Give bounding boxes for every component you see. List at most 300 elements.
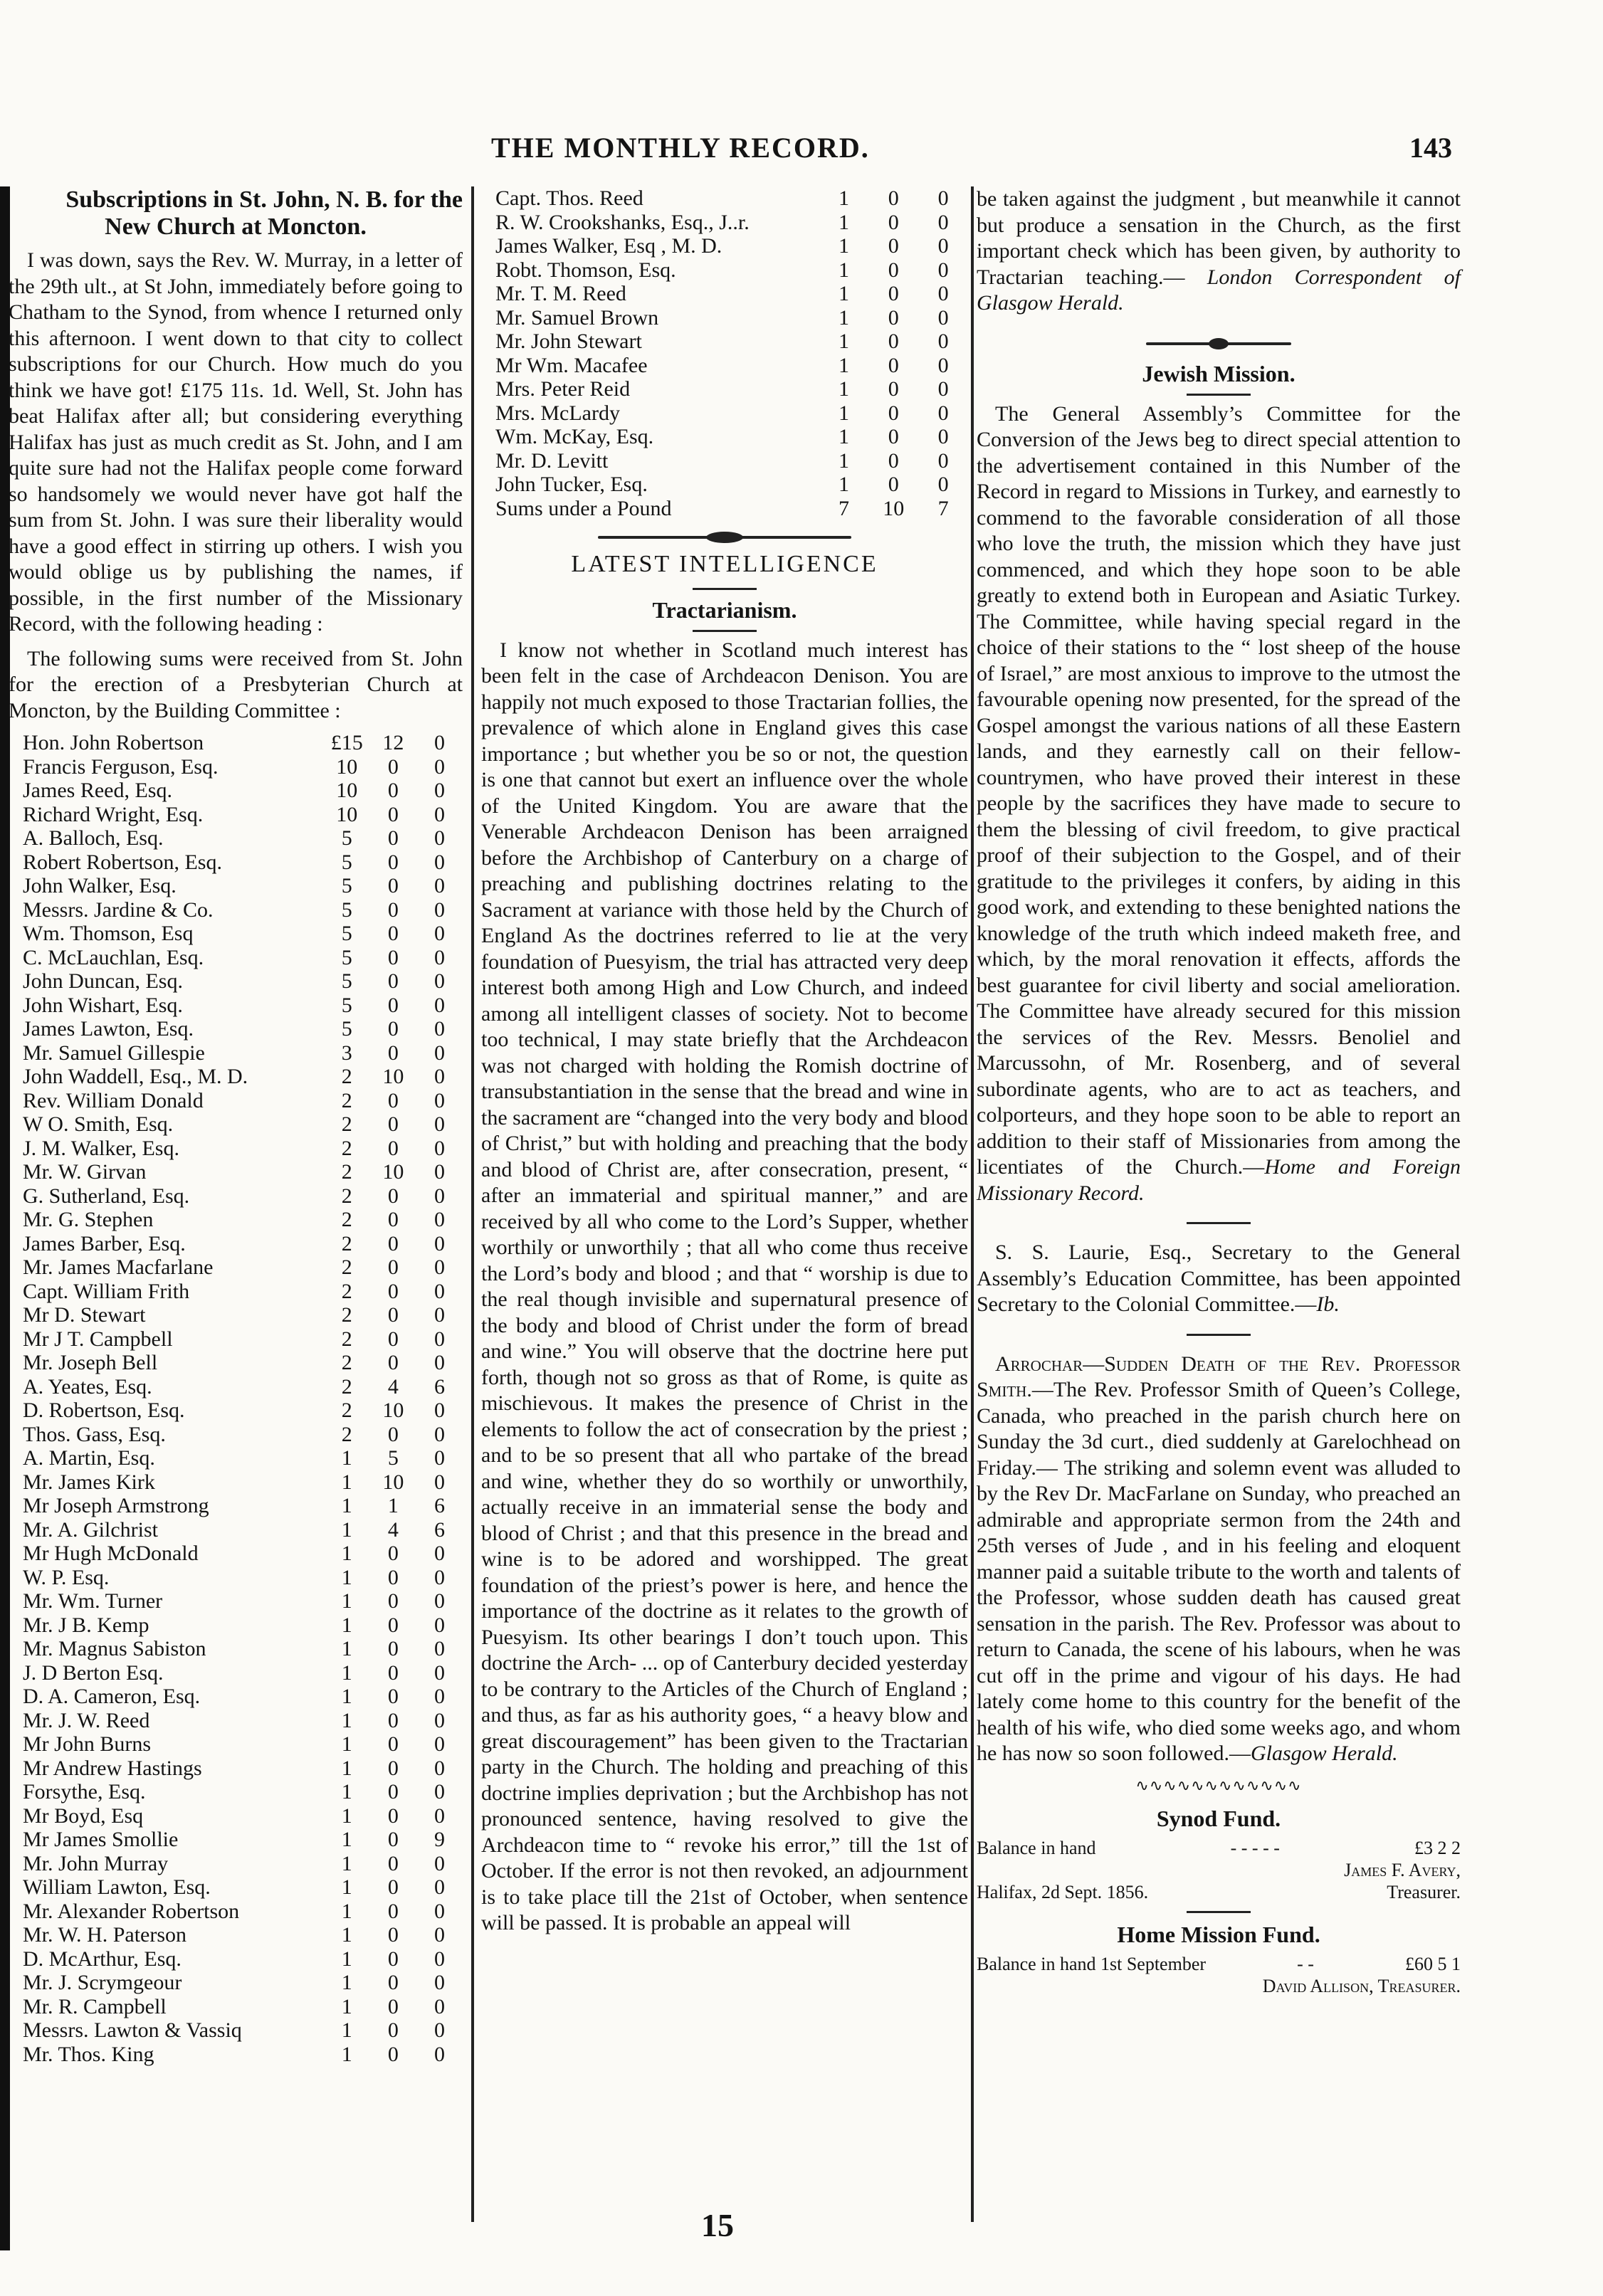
amount-shillings: 0 — [888, 282, 899, 305]
amount-pence: 6 — [433, 1494, 445, 1517]
subscriber-name: William Lawton, Esq. — [23, 1875, 211, 1899]
short-rule — [693, 588, 757, 590]
subscriber-row — [9, 1065, 463, 1089]
amount-pence: 0 — [433, 1899, 445, 1923]
tractarianism-heading: Tractarianism. — [652, 596, 797, 623]
subscriber-row — [9, 755, 463, 779]
subscriber-row — [9, 1160, 463, 1184]
amount-shillings: 0 — [387, 1208, 399, 1231]
subscriber-name: Mr. R. Campbell — [23, 1994, 167, 2018]
amount-pounds: 3 — [341, 1041, 352, 1065]
subscriber-name: Capt. Thos. Reed — [495, 186, 643, 210]
subscriber-row — [9, 1995, 463, 2019]
amount-shillings: 0 — [888, 330, 899, 353]
subscriber-row — [481, 473, 968, 497]
subscriber-name: Mr. James Kirk — [23, 1470, 155, 1494]
amount-shillings: 0 — [387, 1542, 399, 1565]
subscriber-name: A. Balloch, Esq. — [23, 826, 164, 850]
subscriber-row — [9, 1542, 463, 1566]
subscriber-name: Mr. Samuel Gillespie — [23, 1041, 205, 1065]
amount-pence: 6 — [433, 1374, 445, 1399]
amount-pence: 9 — [433, 1828, 445, 1851]
subscriber-name: Mr James Smollie — [23, 1828, 179, 1851]
home-signer: David Allison, Treasurer. — [1262, 1976, 1461, 1996]
amount-shillings: 0 — [387, 1279, 399, 1303]
subscriber-name: D. Robertson, Esq. — [23, 1399, 185, 1422]
amount-shillings: 0 — [387, 969, 399, 993]
amount-pounds: 5 — [341, 850, 352, 874]
amount-pounds: 1 — [341, 1589, 352, 1613]
amount-pence: 6 — [433, 1517, 445, 1542]
subscriber-name: A. Martin, Esq. — [23, 1446, 155, 1470]
amount-pounds: 1 — [341, 1994, 352, 2018]
subscriber-name: Mr. W. H. Paterson — [23, 1923, 187, 1947]
amount-pounds: 2 — [341, 1303, 352, 1327]
amount-shillings: 0 — [888, 210, 899, 234]
subscriber-name: Richard Wright, Esq. — [23, 802, 204, 826]
amount-pence: 7 — [937, 496, 949, 520]
subscriber-row — [9, 1375, 463, 1399]
amount-pounds: 1 — [341, 1756, 352, 1780]
synod-balance-label: Balance in hand — [977, 1838, 1096, 1858]
subscriber-row — [9, 1137, 463, 1161]
jewish-mission-heading: Jewish Mission. — [1142, 360, 1295, 386]
subscriber-row — [9, 1804, 463, 1828]
subscriber-row — [9, 1732, 463, 1757]
subscriber-row — [481, 211, 968, 235]
subscriber-row — [481, 377, 968, 401]
subscriber-row — [9, 1780, 463, 1804]
amount-pence: 0 — [433, 1351, 445, 1374]
amount-shillings: 0 — [387, 1828, 399, 1851]
subscriber-row — [9, 898, 463, 922]
amount-pounds: 1 — [341, 1613, 352, 1637]
subscriber-row — [9, 1399, 463, 1423]
subscriber-row — [9, 1947, 463, 1971]
amount-shillings: 0 — [387, 1422, 399, 1446]
subscriber-row — [9, 1875, 463, 1900]
subscriber-row — [9, 1613, 463, 1638]
subscriber-row — [9, 1971, 463, 1995]
amount-pence: 0 — [937, 401, 949, 425]
subscriber-row — [9, 1303, 463, 1327]
page-title: THE MONTHLY RECORD. — [491, 132, 870, 164]
amount-pence: 0 — [433, 1422, 445, 1446]
subscriber-row — [9, 826, 463, 851]
laurie-notice: S. S. Laurie, Esq., Secretary to the General Assembly’s Education Committee, has been appointed Secretary to the Colonial Committee.—Ib. — [977, 1241, 1461, 1316]
subscriber-row — [9, 1327, 463, 1352]
amount-pounds: 5 — [341, 897, 352, 922]
synod-footer-row — [977, 1881, 1461, 1904]
amount-pence: 0 — [433, 1470, 445, 1494]
subscriber-row — [9, 1661, 463, 1685]
amount-pence: 0 — [433, 1279, 445, 1303]
amount-pounds: 5 — [341, 945, 352, 969]
subscriber-row — [9, 1423, 463, 1447]
amount-shillings: 0 — [387, 1803, 399, 1828]
amount-pounds: 1 — [839, 377, 850, 401]
subscriber-name: Mr. J B. Kemp — [23, 1613, 149, 1637]
amount-pounds: 2 — [341, 1327, 352, 1351]
subscriber-name: Mr. John Murray — [23, 1851, 169, 1875]
subscriber-row — [481, 401, 968, 426]
amount-shillings: 0 — [387, 1184, 399, 1208]
subscriber-row — [9, 969, 463, 994]
amount-pence: 0 — [433, 1112, 445, 1136]
amount-shillings: 0 — [387, 802, 399, 826]
jewish-mission-credit: Home and Foreign Missionary Record. — [977, 1155, 1461, 1205]
column-rule-2 — [971, 186, 974, 2222]
amount-shillings: 0 — [387, 1947, 399, 1971]
amount-pounds: 7 — [839, 496, 850, 520]
subscriber-name: James Lawton, Esq. — [23, 1017, 194, 1041]
page-header — [491, 131, 1452, 174]
amount-pounds: 1 — [341, 1803, 352, 1828]
subscriber-name: C. McLauchlan, Esq. — [23, 945, 204, 969]
subscriber-row — [9, 731, 463, 755]
amount-pounds: 2 — [341, 1231, 352, 1255]
subscriber-row — [9, 1566, 463, 1590]
amount-pounds: 1 — [341, 1470, 352, 1494]
home-balance-dots: - - — [1297, 1954, 1314, 1974]
amount-shillings: 0 — [387, 1660, 399, 1685]
amount-shillings: 0 — [387, 826, 399, 850]
subscriber-name: Mr. Wm. Turner — [23, 1589, 163, 1613]
amount-pence: 0 — [433, 779, 445, 802]
amount-pence: 0 — [433, 1303, 445, 1327]
amount-pence: 0 — [433, 1660, 445, 1685]
subscriber-row — [481, 449, 968, 473]
amount-pence: 0 — [433, 1803, 445, 1828]
amount-pounds: 5 — [341, 993, 352, 1017]
subscriber-name: James Barber, Esq. — [23, 1231, 186, 1255]
subscriptions-intro: I was down, says the Rev. W. Murray, in a letter of the 29th ult., at St John, immediately before going to Chatham to the Synod, from whence I returned only this afternoon. I went down to that city to collect subscriptions for our Church. How much do you think we have got! £175 11s. 1d. Well, St. John has beat Halifax after all; but considering everything Halifax has just as much credit as St. John, and I am quite sure had not the Halifax people come forward so handsomely we would never have got half the sum from St. John. I was sure their liberality would have a good effect in stirring up others. I wish you would oblige us by publishing the names, if possible, in the first number of the Missionary Record, with the following heading : — [9, 248, 463, 636]
amount-shillings: 0 — [888, 448, 899, 473]
amount-shillings: 0 — [888, 258, 899, 282]
subscriber-name: Robt. Thomson, Esq. — [495, 258, 676, 282]
subscriber-name: Capt. William Frith — [23, 1279, 190, 1303]
amount-pence: 0 — [433, 1780, 445, 1803]
subscriptions-heading-line1: Subscriptions in St. John, N. B. for the — [65, 186, 463, 213]
amount-pence: 0 — [433, 826, 445, 850]
amount-pence: 0 — [937, 377, 949, 401]
amount-pounds: 10 — [336, 802, 358, 826]
amount-pence: 0 — [433, 1613, 445, 1637]
amount-shillings: 0 — [387, 1708, 399, 1732]
subscriber-row — [9, 1446, 463, 1470]
subscriber-row — [9, 1184, 463, 1208]
amount-pounds: 5 — [341, 969, 352, 993]
subscriber-name: J. M. Walker, Esq. — [23, 1136, 179, 1160]
home-balance-value: £60 5 1 — [1404, 1954, 1461, 1974]
subscriber-row — [9, 1852, 463, 1876]
amount-pounds: 1 — [839, 186, 850, 210]
amount-pounds: 2 — [341, 1422, 352, 1446]
subscriber-row — [481, 234, 968, 258]
subscriber-name: Mr. W. Girvan — [23, 1160, 147, 1184]
amount-shillings: 0 — [387, 1565, 399, 1589]
amount-pence: 0 — [937, 282, 949, 305]
amount-pence: 0 — [937, 186, 949, 210]
amount-pence: 0 — [433, 1994, 445, 2018]
amount-pounds: 10 — [336, 754, 358, 779]
subscriber-name: Mr D. Stewart — [23, 1303, 146, 1327]
amount-shillings: 0 — [387, 2018, 399, 2042]
subscriber-name: James Walker, Esq , M. D. — [495, 234, 722, 258]
subscriber-name: Thos. Gass, Esq. — [23, 1422, 166, 1446]
amount-shillings: 0 — [387, 2042, 399, 2066]
amount-pounds: 2 — [341, 1374, 352, 1399]
synod-balance-row — [977, 1837, 1461, 1860]
subscriber-row — [481, 306, 968, 330]
column-2 — [481, 186, 968, 1939]
amount-shillings: 0 — [387, 779, 399, 802]
subscriber-name: G. Sutherland, Esq. — [23, 1184, 190, 1208]
short-rule — [1187, 1334, 1251, 1336]
subscriber-name: John Wishart, Esq. — [23, 993, 183, 1017]
subscriber-name: D. McArthur, Esq. — [23, 1947, 182, 1971]
subscriber-row — [9, 1923, 463, 1947]
amount-pence: 0 — [433, 1947, 445, 1971]
amount-pence: 0 — [433, 1399, 445, 1422]
subscriber-name: Robert Robertson, Esq. — [23, 850, 222, 874]
amount-pounds: 2 — [341, 1399, 352, 1422]
subscriber-row — [9, 1637, 463, 1661]
subscriber-row — [9, 1494, 463, 1518]
amount-pence: 0 — [433, 1851, 445, 1875]
amount-pence: 0 — [433, 1637, 445, 1660]
amount-pence: 0 — [433, 874, 445, 897]
subscriber-name: Mr. D. Levitt — [495, 448, 609, 473]
amount-pence: 0 — [433, 1255, 445, 1279]
amount-pence: 0 — [433, 1184, 445, 1208]
amount-shillings: 0 — [387, 1899, 399, 1923]
amount-shillings: 0 — [387, 1637, 399, 1660]
amount-pounds: 1 — [839, 473, 850, 496]
subscriptions-heading2: The following sums were received from St. John for the erection of a Presbyterian Church at Moncton, by the Building Committee : — [9, 646, 463, 722]
subscriber-row — [9, 1470, 463, 1495]
subscriber-name: Mr Wm. Macafee — [495, 353, 648, 377]
amount-shillings: 4 — [387, 1517, 399, 1542]
amount-pounds: 5 — [341, 826, 352, 850]
amount-pence: 0 — [937, 258, 949, 282]
subscriber-name: Mr Andrew Hastings — [23, 1756, 202, 1780]
subscriber-name: John Walker, Esq. — [23, 874, 177, 897]
amount-pounds: 1 — [341, 1971, 352, 1994]
amount-pence: 0 — [433, 802, 445, 826]
subscriber-name: John Waddell, Esq., M. D. — [23, 1065, 248, 1088]
amount-pounds: 2 — [341, 1255, 352, 1279]
subscriber-name: Mr Joseph Armstrong — [23, 1494, 209, 1517]
amount-pence: 0 — [937, 210, 949, 234]
amount-pounds: 1 — [341, 1899, 352, 1923]
subscriber-row — [9, 1041, 463, 1065]
subscriber-name: A. Yeates, Esq. — [23, 1374, 152, 1399]
amount-shillings: 0 — [387, 1231, 399, 1255]
amount-pence: 0 — [433, 1923, 445, 1947]
amount-shillings: 0 — [387, 1017, 399, 1041]
subscriber-name: Mr J T. Campbell — [23, 1327, 173, 1351]
synod-fund-heading: Synod Fund. — [1156, 1806, 1281, 1831]
subscriber-name: Mrs. McLardy — [495, 401, 620, 425]
subscriber-name: Mr Hugh McDonald — [23, 1542, 199, 1565]
amount-shillings: 10 — [382, 1160, 404, 1184]
synod-place-date: Halifax, 2d Sept. 1856. — [977, 1882, 1149, 1902]
amount-shillings: 0 — [387, 1613, 399, 1637]
amount-pounds: 1 — [839, 401, 850, 425]
subscriber-row — [481, 425, 968, 449]
amount-shillings: 0 — [387, 1112, 399, 1136]
subscriber-name: Mr. Joseph Bell — [23, 1351, 158, 1374]
signature-number: 15 — [701, 2207, 734, 2243]
subscriber-name: Mrs. Peter Reid — [495, 377, 631, 401]
arrochar-notice: Arrochar—Sudden Death of the Rev. Professor Smith.—The Rev. Professor Smith of Queen’s College, Canada, who preached in the parish church here on Sunday the 3d curt., died suddenly at Garelochhead on Friday.— The striking and solemn event was alluded to by the Rev Dr. MacFarlane on Sunday, who preached an admirable and appropriate sermon from the 24th and 25th verses of Jude , and in his feeling and eloquent manner paid a suitable tribute to the worth and talents of the Professor, whose sudden death has caused great sensation in the parish. The Rev. Professor was about to return to Canada, the scene of his labours, when he was cut off in the prime and vigour of his days. He had lately come home to this country for the benefit of the health of his wife, who died some weeks ago, and whom he has now so soon followed.—Glasgow Herald. — [977, 1352, 1461, 1765]
subscriber-row — [9, 803, 463, 827]
amount-shillings: 0 — [387, 1351, 399, 1374]
amount-shillings: 0 — [888, 305, 899, 330]
amount-pence: 0 — [433, 1160, 445, 1184]
amount-pence: 0 — [433, 1708, 445, 1732]
amount-pence: 0 — [433, 1231, 445, 1255]
amount-shillings: 0 — [387, 1136, 399, 1160]
subscriber-name: Hon. John Robertson — [23, 731, 204, 754]
subscriber-row — [9, 1208, 463, 1232]
subscriber-name: Wm. Thomson, Esq — [23, 922, 194, 945]
wavy-divider: ∿∿∿∿∿∿∿∿∿∿∿∿ — [1135, 1776, 1302, 1794]
amount-shillings: 0 — [387, 1851, 399, 1875]
subscriber-row — [9, 1232, 463, 1256]
amount-pence: 0 — [433, 754, 445, 779]
amount-pence: 0 — [433, 1685, 445, 1708]
subscriber-name: Mr. Alexander Robertson — [23, 1899, 240, 1923]
home-mission-heading: Home Mission Fund. — [1117, 1922, 1320, 1947]
amount-pounds: 10 — [336, 779, 358, 802]
amount-pence: 0 — [433, 1732, 445, 1756]
amount-shillings: 1 — [387, 1494, 399, 1517]
amount-pence: 0 — [937, 305, 949, 330]
amount-pounds: 1 — [839, 210, 850, 234]
subscriber-name: James Reed, Esq. — [23, 779, 172, 802]
amount-pence: 0 — [433, 969, 445, 993]
amount-pounds: 1 — [839, 425, 850, 448]
amount-pounds: 1 — [341, 1565, 352, 1589]
subscriber-row — [481, 354, 968, 378]
subscriber-name: Mr. Magnus Sabiston — [23, 1637, 206, 1660]
amount-pence: 0 — [433, 1041, 445, 1065]
amount-pence: 0 — [433, 1756, 445, 1780]
ornament-divider — [481, 530, 968, 544]
subscriber-name: John Tucker, Esq. — [495, 473, 648, 496]
subscriber-name: Mr. T. M. Reed — [495, 282, 626, 305]
amount-shillings: 0 — [888, 401, 899, 425]
subscriber-name: D. A. Cameron, Esq. — [23, 1685, 201, 1708]
amount-shillings: 0 — [387, 1732, 399, 1756]
amount-shillings: 10 — [382, 1065, 404, 1088]
amount-pounds: £15 — [330, 731, 363, 754]
amount-pence: 0 — [433, 731, 445, 754]
subscriber-name: Wm. McKay, Esq. — [495, 425, 654, 448]
ornament-divider — [977, 337, 1461, 351]
amount-pence: 0 — [433, 2018, 445, 2042]
subscriber-name: Mr. A. Gilchrist — [23, 1517, 159, 1542]
amount-pence: 0 — [433, 1327, 445, 1351]
subscriber-row — [481, 282, 968, 306]
subscriber-row — [9, 779, 463, 803]
amount-shillings: 0 — [888, 377, 899, 401]
subscriber-name: Mr John Burns — [23, 1732, 152, 1756]
amount-shillings: 0 — [888, 234, 899, 258]
short-rule — [1187, 394, 1251, 396]
amount-pounds: 1 — [341, 1851, 352, 1875]
amount-pounds: 1 — [341, 1517, 352, 1542]
amount-pounds: 2 — [341, 1351, 352, 1374]
amount-pence: 0 — [937, 425, 949, 448]
amount-pounds: 1 — [839, 448, 850, 473]
amount-pence: 0 — [433, 1017, 445, 1041]
subscriber-row — [9, 1089, 463, 1113]
synod-balance-value: £3 2 2 — [1414, 1838, 1461, 1858]
subscriber-row — [9, 1709, 463, 1733]
subscriptions-table-2 — [481, 186, 968, 520]
amount-shillings: 0 — [387, 1875, 399, 1899]
amount-pence: 0 — [433, 897, 445, 922]
amount-shillings: 0 — [888, 353, 899, 377]
amount-pounds: 5 — [341, 1017, 352, 1041]
amount-shillings: 0 — [888, 473, 899, 496]
subscriber-name: R. W. Crookshanks, Esq., J..r. — [495, 210, 750, 234]
amount-pounds: 1 — [341, 1780, 352, 1803]
subscriber-row — [9, 1589, 463, 1613]
home-balance-row — [977, 1953, 1461, 1976]
amount-pence: 0 — [433, 993, 445, 1017]
amount-shillings: 0 — [888, 186, 899, 210]
subscriber-row — [9, 922, 463, 946]
amount-pence: 0 — [433, 922, 445, 945]
subscriber-name: Mr Boyd, Esq — [23, 1803, 144, 1828]
amount-pounds: 2 — [341, 1184, 352, 1208]
subscriber-row — [9, 1828, 463, 1852]
synod-role: Treasurer. — [1387, 1882, 1461, 1902]
amount-shillings: 10 — [382, 1399, 404, 1422]
amount-pounds: 1 — [341, 1875, 352, 1899]
amount-pounds: 1 — [341, 1446, 352, 1470]
subscriber-row — [9, 1757, 463, 1781]
amount-shillings: 0 — [387, 1255, 399, 1279]
amount-pence: 0 — [433, 1542, 445, 1565]
amount-pence: 0 — [937, 234, 949, 258]
subscriber-row — [9, 1255, 463, 1280]
amount-shillings: 0 — [387, 874, 399, 897]
subscriber-row — [9, 851, 463, 875]
subscriber-name: Mr. G. Stephen — [23, 1208, 154, 1231]
amount-shillings: 0 — [387, 754, 399, 779]
subscriber-row — [9, 994, 463, 1018]
amount-pence: 0 — [433, 1565, 445, 1589]
subscriber-row — [9, 1017, 463, 1041]
amount-shillings: 0 — [387, 1327, 399, 1351]
subscriptions-table-1 — [9, 731, 463, 2066]
amount-pounds: 1 — [839, 305, 850, 330]
amount-pence: 0 — [937, 353, 949, 377]
amount-pounds: 1 — [839, 353, 850, 377]
subscriber-name: Francis Ferguson, Esq. — [23, 754, 219, 779]
amount-pounds: 2 — [341, 1065, 352, 1088]
amount-pounds: 1 — [341, 1732, 352, 1756]
amount-pounds: 2 — [341, 1136, 352, 1160]
subscriber-name: Mr. J. W. Reed — [23, 1708, 150, 1732]
short-rule — [1187, 1911, 1251, 1913]
column-3 — [977, 186, 1461, 1997]
